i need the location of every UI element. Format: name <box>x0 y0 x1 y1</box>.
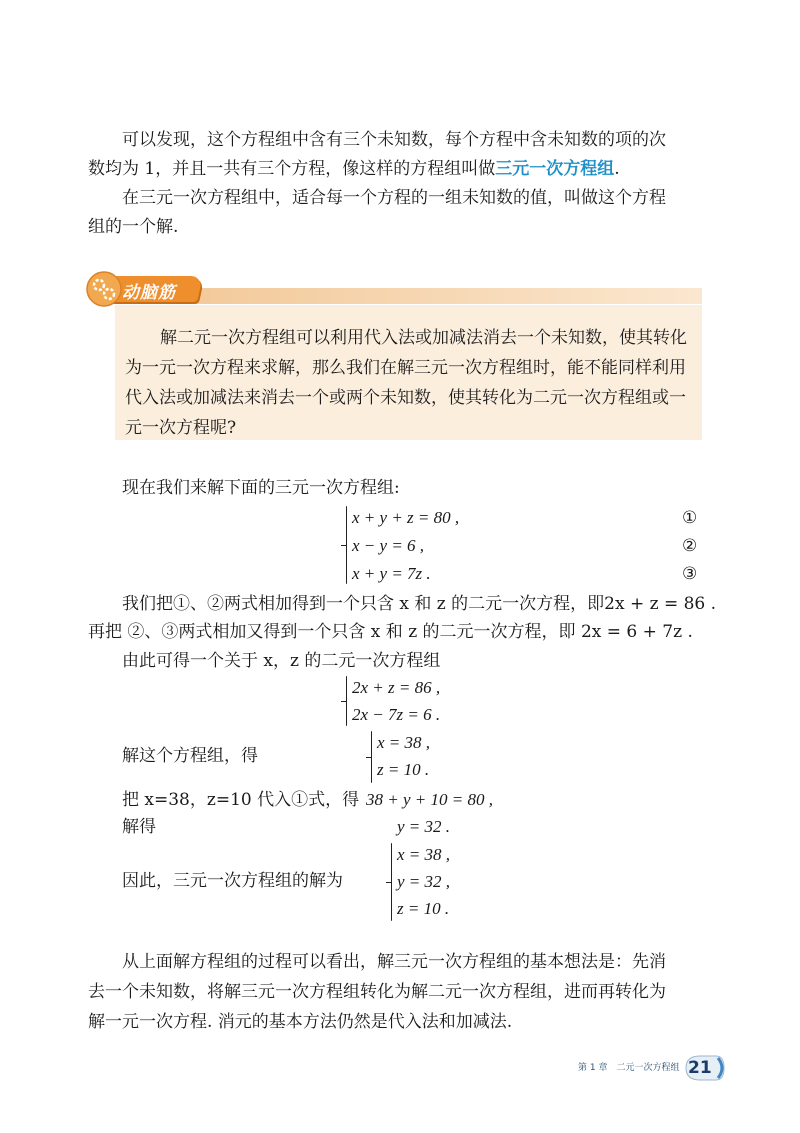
paragraph-1-line-1: 可以发现，这个方程组中含有三个未知数，每个方程中含未知数的项的次 <box>122 130 666 150</box>
system-1-eq-3: x + y = 7z . <box>352 564 431 583</box>
solution-equation: y = 32 . <box>397 817 451 836</box>
equation-mark-2: ② <box>682 536 698 556</box>
think-line-4: 元一次方程呢? <box>125 418 237 438</box>
gear-icon <box>85 270 123 308</box>
solve-label: 解这个方程组，得 <box>122 746 258 766</box>
system-4-eq-2: y = 32 , <box>397 872 451 891</box>
system-4-eq-3: z = 10 . <box>397 899 450 918</box>
think-line-2: 为一元一次方程来求解，那么我们在解三元一次方程组时，能不能同样利用 <box>125 358 686 378</box>
final-label: 因此，三元一次方程组的解为 <box>122 871 343 891</box>
system-3-eq-1: x = 38 , <box>377 733 431 752</box>
conclusion-line-2: 去一个未知数，将解三元一次方程组转化为解二元一次方程组，进而再转化为 <box>88 982 666 1002</box>
step-1: 我们把①、②两式相加得到一个只含 x 和 z 的二元一次方程，即2x + z = 86 . <box>122 594 717 614</box>
paragraph-1-line-2: 数均为 1，并且一共有三个方程，像这样的方程组叫做三元一次方程组. <box>88 159 620 179</box>
paragraph-2-line-2: 组的一个解. <box>88 217 179 237</box>
system-4-brace <box>391 843 392 921</box>
system-1-brace <box>346 506 347 584</box>
substitution-label: 把 x=38，z=10 代入①式，得 <box>122 790 360 810</box>
page-number: 21 <box>688 1058 712 1078</box>
conclusion-line-3: 解一元一次方程. 消元的基本方法仍然是代入法和加减法. <box>88 1012 513 1032</box>
footer-chapter: 第 1 章 二元一次方程组 <box>578 1063 680 1073</box>
system-2-eq-1: 2x + z = 86 , <box>352 678 441 697</box>
system-4-eq-1: x = 38 , <box>397 845 451 864</box>
system-1-eq-1: x + y + z = 80 , <box>352 508 460 527</box>
step-2: 再把 ②、③两式相加又得到一个只含 x 和 z 的二元一次方程，即 2x = 6 + 7z . <box>88 622 693 642</box>
system-2-brace <box>346 676 347 726</box>
substitution-equation: 38 + y + 10 = 80 , <box>366 790 493 809</box>
equation-mark-1: ① <box>682 508 698 528</box>
highlight-term: 三元一次方程组 <box>495 159 615 179</box>
system-1-eq-2: x − y = 6 , <box>352 536 425 555</box>
conclusion-line-1: 从上面解方程组的过程可以看出，解三元一次方程组的基本想法是：先消 <box>122 952 666 972</box>
step-3: 由此可得一个关于 x，z 的二元一次方程组 <box>122 651 441 671</box>
system-3-eq-2: z = 10 . <box>377 760 430 779</box>
solve-intro: 现在我们来解下面的三元一次方程组: <box>122 478 400 498</box>
system-2-eq-2: 2x − 7z = 6 . <box>352 705 441 724</box>
system-3-brace <box>371 731 372 783</box>
think-line-3: 代入法或加减法来消去一个或两个未知数，使其转化为二元一次方程组或一 <box>125 388 686 408</box>
paragraph-2-line-1: 在三元一次方程组中，适合每一个方程的一组未知数的值，叫做这个方程 <box>122 188 666 208</box>
equation-mark-3: ③ <box>682 564 698 584</box>
think-line-1: 解二元一次方程组可以利用代入法或加减法消去一个未知数，使其转化 <box>160 328 687 348</box>
solution-label: 解得 <box>122 817 156 837</box>
think-banner-label: 动脑筋 <box>122 283 176 303</box>
